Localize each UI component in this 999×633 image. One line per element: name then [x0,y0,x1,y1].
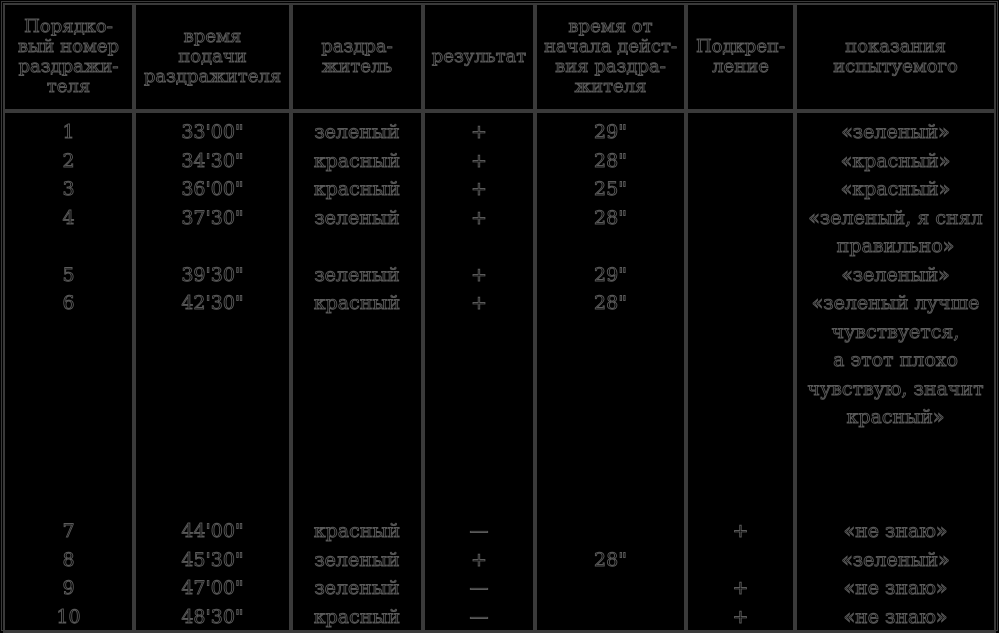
row-gap [688,460,793,489]
stimulus-time: 33'00" [181,121,244,143]
header-line: Порядко- [24,16,113,37]
result-mark: + [471,263,487,286]
empty-line [136,375,289,404]
empty-line [688,403,793,432]
header-line: теля [46,76,91,97]
stimulus-time: 44'00" [181,520,244,542]
header-line: раздражи- [18,56,119,77]
elapsed-time: 29" [594,121,627,143]
empty-line [425,318,533,347]
subject-report-line: «зеленый» [841,548,950,571]
header-stimulus-number [3,3,134,111]
subject-report-line: «зеленый лучше [811,292,980,314]
elapsed-time: 25" [594,178,627,200]
stimulus-name: зеленый [314,263,400,286]
row-gap [136,489,289,518]
row-gap [293,460,421,489]
result-mark: — [469,520,489,542]
reinforcement-mark [688,289,793,318]
subject-report-line: чувствую, значит [807,377,984,400]
header-row [3,3,996,111]
result-mark: + [471,292,487,314]
empty-line [688,318,793,347]
stimulus-time: 36'00" [181,178,244,200]
subject-report-line: «не знаю» [843,577,948,599]
subject-report-line: чувствуется, [831,320,960,343]
stimulus-number: 10 [56,605,81,628]
reinforcement-mark: + [732,605,749,628]
result-mark: + [471,149,487,172]
stimulus-time: 48'30" [181,605,244,628]
row-gap [797,489,994,518]
row-gap [5,432,132,461]
empty-line [136,232,289,261]
column-stimulus-time [134,111,291,633]
subject-report-line: «красный» [840,178,951,200]
empty-line [5,232,132,261]
column-stimulus-number [3,111,134,633]
stimulus-name: красный [313,178,401,200]
stimulus-name: зеленый [314,548,400,571]
column-stimulus [291,111,423,633]
empty-line [136,403,289,432]
empty-line [293,346,421,375]
header-line: подачи [178,46,247,67]
header-line: результат [431,46,527,67]
result-mark: + [471,206,487,229]
row-gap [688,432,793,461]
subject-report-line: правильно» [836,235,955,257]
header-line: время [183,26,242,47]
empty-line [537,232,684,261]
stimulus-name: красный [313,520,401,542]
elapsed-time [537,517,684,546]
stimulus-name: красный [313,292,401,314]
header-line: показания [845,36,946,57]
elapsed-time: 29" [594,263,627,286]
empty-line [688,375,793,404]
header-line: вия раздра- [555,56,666,77]
table-body-row [3,111,996,633]
reinforcement-mark [688,175,793,204]
subject-report-line: «красный» [840,149,951,172]
stimulus-number: 2 [62,149,75,172]
result-mark: — [469,605,489,628]
stimulus-time: 42'30" [181,292,244,314]
empty-line [293,318,421,347]
reinforcement-mark [688,261,793,290]
row-gap [5,489,132,518]
reinforcement-mark [688,147,793,176]
stimulus-time: 47'00" [181,577,244,599]
empty-line [5,375,132,404]
empty-line [537,403,684,432]
header-line: ление [712,56,769,77]
header-subject-report [795,3,996,111]
header-line: раздра- [321,36,393,57]
row-gap [797,460,994,489]
row-gap [537,460,684,489]
header-elapsed-time [535,3,686,111]
stimulus-number: 7 [62,520,75,542]
row-gap [293,432,421,461]
elapsed-time: 28" [594,206,627,229]
subject-report-line: «зеленый» [841,263,950,286]
header-stimulus-time [134,3,291,111]
stimulus-time: 37'30" [181,206,244,229]
empty-line [425,403,533,432]
empty-line [5,318,132,347]
reinforcement-mark: + [732,577,749,599]
header-stimulus [291,3,423,111]
empty-line [425,232,533,261]
elapsed-time: 28" [594,149,627,172]
subject-report-line: а этот плохо [833,349,958,371]
stimulus-name: красный [313,605,401,628]
empty-line [293,375,421,404]
row-gap [425,489,533,518]
subject-report-line: «не знаю» [843,605,948,628]
elapsed-time [537,603,684,632]
stimulus-name: зеленый [314,577,400,599]
empty-line [425,346,533,375]
header-line: жителя [574,76,647,97]
elapsed-time: 28" [594,548,627,571]
result-mark: + [471,121,487,143]
stimulus-number: 6 [62,292,75,314]
header-line: вый номер [17,36,120,57]
empty-line [136,318,289,347]
empty-line [293,232,421,261]
empty-line [293,403,421,432]
subject-report-line: «зеленый, я снял [808,206,983,229]
row-gap [797,432,994,461]
stimulus-time: 39'30" [181,263,244,286]
stimulus-number: 5 [62,263,75,286]
row-gap [136,432,289,461]
row-gap [688,489,793,518]
header-line: испытуемого [833,56,958,77]
empty-line [136,346,289,375]
result-mark: + [471,548,487,571]
elapsed-time: 28" [594,292,627,314]
reinforcement-mark [688,546,793,575]
row-gap [293,489,421,518]
column-subject-report [795,111,996,633]
stimulus-number: 4 [62,206,75,229]
empty-line [688,346,793,375]
stimulus-number: 8 [62,548,75,571]
stimulus-name: зеленый [314,121,400,143]
stimulus-number: 3 [62,178,75,200]
empty-line [5,346,132,375]
header-line: время от [568,16,653,37]
row-gap [136,460,289,489]
row-gap [5,460,132,489]
subject-report-line: красный» [846,406,945,428]
elapsed-time [537,574,684,603]
stimulus-number: 9 [62,577,75,599]
header-line: житель [321,56,393,77]
header-reinforcement [686,3,795,111]
empty-line [537,375,684,404]
stimulus-number: 1 [62,121,75,143]
result-mark: + [471,178,487,200]
reinforcement-mark: + [732,520,749,542]
row-gap [425,460,533,489]
stimulus-time: 34'30" [181,149,244,172]
header-line: Подкреп- [695,36,786,57]
subject-report-line: «зеленый» [841,121,950,143]
experiment-table [3,3,996,633]
row-gap [425,432,533,461]
reinforcement-mark [688,118,793,147]
reinforcement-mark [688,204,793,233]
empty-line [537,346,684,375]
result-mark: — [469,577,489,599]
column-elapsed-time [535,111,686,633]
header-result [423,3,535,111]
header-line: начала дейст- [543,36,678,57]
empty-line [5,403,132,432]
row-gap [537,432,684,461]
empty-line [537,318,684,347]
empty-line [688,232,793,261]
column-result [423,111,535,633]
column-reinforcement [686,111,795,633]
stimulus-name: красный [313,149,401,172]
row-gap [537,489,684,518]
stimulus-time: 45'30" [181,548,244,571]
subject-report-line: «не знаю» [843,520,948,542]
header-line: раздражителя [143,66,282,87]
stimulus-name: зеленый [314,206,400,229]
empty-line [425,375,533,404]
